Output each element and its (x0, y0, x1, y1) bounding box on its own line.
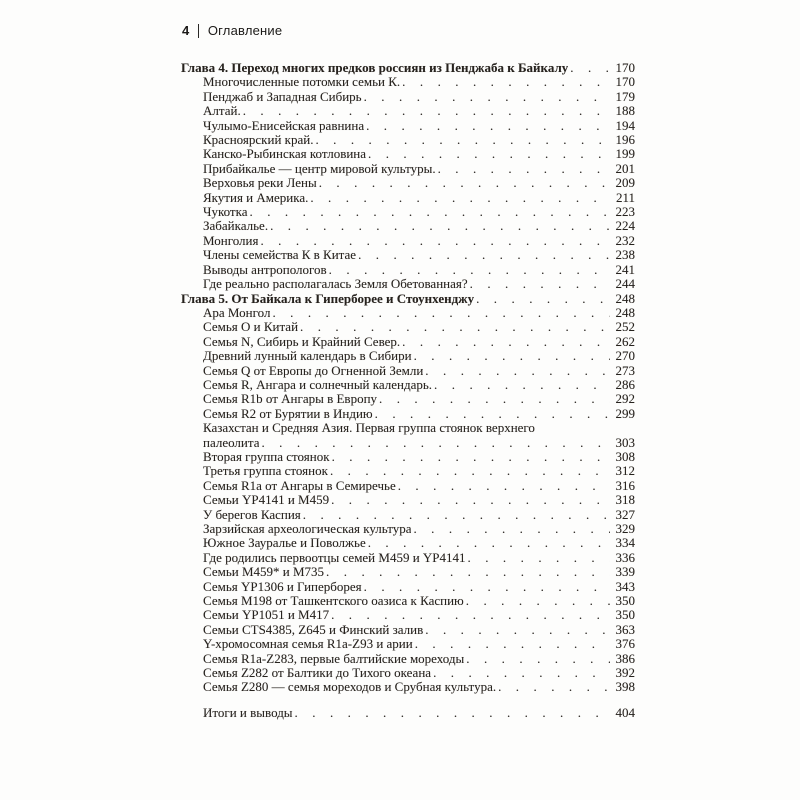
dot-leader (423, 364, 610, 378)
toc-entry-page-number: 343 (615, 578, 635, 594)
dot-leader (330, 450, 610, 464)
dot-leader (431, 666, 610, 680)
dot-leader (413, 637, 610, 651)
toc-entry-page-number: 327 (615, 506, 635, 522)
toc-entry-title: Выводы антропологов (203, 262, 327, 277)
toc-entry-title: Пенджаб и Западная Сибирь (203, 89, 362, 104)
toc-entry-title: палеолита (203, 435, 260, 450)
toc-entry-title: Семья N, Сибирь и Крайний Север. (203, 334, 401, 349)
toc-entry-title: Красноярский край. (203, 133, 314, 148)
header-divider-bar (198, 24, 199, 38)
toc-entry-title: Древний лунный календарь в Сибири (203, 349, 412, 364)
dot-leader (400, 335, 610, 349)
toc-entry (181, 335, 635, 349)
dot-leader (313, 133, 610, 147)
toc-entry (181, 234, 635, 248)
dot-leader (411, 522, 610, 536)
toc-entry-page-number: 312 (615, 463, 635, 479)
toc-entry (181, 436, 635, 450)
toc-entry (181, 277, 635, 291)
toc-entry-title: Чукотка (203, 205, 248, 220)
dot-leader (412, 349, 610, 363)
dot-leader (328, 464, 610, 478)
toc-entry (181, 565, 635, 579)
dot-leader (248, 205, 610, 219)
toc-entry-page-number: 376 (615, 636, 635, 652)
toc-entry-title: Алтай. (203, 104, 241, 119)
toc-entry-page-number: 398 (615, 679, 635, 695)
toc-entry (181, 493, 635, 507)
toc-entry (181, 104, 635, 118)
toc-entry-page-number: 170 (615, 60, 635, 75)
toc-entry (181, 392, 635, 406)
toc-entry (181, 637, 635, 651)
toc-entry-page-number: 188 (615, 103, 635, 119)
toc-entry-page-number: 363 (615, 621, 635, 637)
toc-entry-title: Семья О и Китай (203, 320, 299, 335)
toc-entry-title: Семьи М459* и М735 (203, 565, 325, 580)
dot-leader (396, 479, 610, 493)
dot-leader (356, 248, 610, 262)
toc-entry-page-number: 339 (615, 564, 635, 580)
toc-entry-page-number: 299 (615, 405, 635, 421)
toc-entry-page-number: 303 (615, 434, 635, 450)
toc-entry (181, 219, 635, 233)
toc-entry (181, 133, 635, 147)
toc-entry (181, 191, 635, 205)
toc-entry-title: Семья М198 от Ташкентского оазиса к Каспию (203, 594, 464, 609)
toc-entry-page-number: 248 (615, 290, 635, 306)
toc-entry-title: Y-хромосомная семья R1a-Z93 и арии (203, 637, 413, 652)
toc-entry-page-number: 241 (615, 261, 635, 277)
toc-entry-title: Многочисленные потомки семьи К. (203, 75, 401, 90)
toc-entry (181, 119, 635, 133)
toc-entry (181, 464, 635, 478)
toc-entry-page-number: 170 (615, 74, 635, 90)
toc-entry-title: Семья R1a от Ангары в Семиречье (203, 478, 396, 493)
toc-entry (181, 147, 635, 161)
toc-entry-page-number: 232 (615, 232, 635, 248)
toc-entry (181, 90, 635, 104)
toc-entry-title: У берегов Каспия (203, 507, 301, 522)
dot-leader (364, 119, 610, 133)
dot-leader (324, 565, 610, 579)
toc-entry-title: Ара Монгол (203, 305, 271, 320)
toc-entry-title: Семья R1a-Z283, первые балтийские мореходы (203, 651, 465, 666)
toc-entry-title: Семья YP1306 и Гиперборея (203, 579, 362, 594)
toc-entry (181, 450, 635, 464)
toc-entry-page-number: 273 (615, 362, 635, 378)
toc-entry (181, 623, 635, 637)
toc-entry-title: Семья Z282 от Балтики до Тихого океана (203, 666, 432, 681)
toc-entry-page-number: 194 (615, 117, 635, 133)
dot-leader (258, 234, 610, 248)
toc-entry-page-number: 262 (615, 333, 635, 349)
toc-entry-page-number: 350 (615, 593, 635, 609)
toc-entry (181, 364, 635, 378)
toc-chapter-entry (181, 61, 635, 75)
dot-leader (268, 219, 610, 233)
toc-entry-page-number: 244 (615, 276, 635, 292)
dot-leader (496, 680, 610, 694)
toc-entry-title: Верховья реки Лены (203, 176, 317, 191)
toc-entry-page-number: 199 (615, 146, 635, 162)
toc-entry-page-number: 270 (615, 348, 635, 364)
toc-entry (181, 706, 635, 720)
toc-entry-page-number: 211 (615, 189, 635, 205)
toc-entry-title: Семья R, Ангара и солнечный календарь. (203, 377, 433, 392)
toc-entry-page-number: 238 (615, 247, 635, 263)
toc-entry (181, 75, 635, 89)
toc-entry-page-number: 209 (615, 175, 635, 191)
dot-leader (400, 75, 610, 89)
toc-entry-title: Семья Q от Европы до Огненной Земли (203, 363, 424, 378)
toc-entry-title: Где реально располагалась Земля Обетованная? (203, 277, 468, 292)
toc-entry-page-number: 196 (615, 132, 635, 148)
toc-entry-page-number: 318 (615, 492, 635, 508)
toc-entry-title: Семьи YP1051 и М417 (203, 608, 330, 623)
toc-entry (181, 306, 635, 320)
toc-entry (181, 551, 635, 565)
dot-leader (241, 104, 610, 118)
toc-entry-title: Третья группа стоянок (203, 464, 328, 479)
dot-leader (301, 508, 610, 522)
toc-entry (181, 680, 635, 694)
toc-chapter-entry (181, 292, 635, 306)
dot-leader (466, 551, 610, 565)
toc-entry-title: Где родились первоотцы семей М459 и YP4141 (203, 550, 466, 565)
toc-entry-page-number: 334 (615, 535, 635, 551)
toc-entry-page-number: 350 (615, 607, 635, 623)
header-page-number: 4 (182, 23, 190, 38)
toc-entry-title: Забайкалье. (203, 219, 269, 234)
toc-entry-title: Чулымо-Енисейская равнина (203, 118, 365, 133)
toc-entry (181, 205, 635, 219)
toc-entry (181, 407, 635, 421)
toc-entry-page-number: 223 (615, 204, 635, 220)
toc-entry (181, 522, 635, 536)
toc-entry (181, 536, 635, 550)
dot-leader (464, 652, 610, 666)
dot-leader (464, 594, 610, 608)
page-header (182, 23, 282, 39)
toc-entry (181, 666, 635, 680)
toc-entry-page-number: 392 (615, 665, 635, 681)
toc-entry-title: Члены семейства К в Китае (203, 248, 357, 263)
dot-leader (270, 306, 610, 320)
toc-list (181, 61, 635, 720)
toc-entry (181, 594, 635, 608)
toc-entry-title: Семья R1b от Ангары в Европу (203, 392, 378, 407)
dot-leader (474, 292, 610, 306)
toc-entry (181, 479, 635, 493)
toc-entry-title: Семьи YP4141 и М459 (203, 493, 330, 508)
dot-leader (432, 378, 610, 392)
toc-entry-title: Зарзийская археологическая культура (203, 522, 412, 536)
toc-entry (181, 508, 635, 522)
toc-entry (181, 176, 635, 190)
toc-entry-page-number: 329 (615, 521, 635, 536)
toc-entry-title: Якутия и Америка. (203, 190, 309, 205)
dot-leader (468, 277, 610, 291)
toc-entry (181, 162, 635, 176)
toc-entry-page-number: 224 (615, 218, 635, 234)
dot-leader (436, 162, 610, 176)
toc-entry-title: Итоги и выводы (203, 705, 293, 720)
toc-entry (181, 378, 635, 392)
dot-leader (327, 263, 610, 277)
toc-entry-page-number: 252 (615, 319, 635, 335)
toc-entry (181, 652, 635, 666)
dot-leader (317, 176, 610, 190)
toc-entry-page-number: 286 (615, 376, 635, 392)
toc-entry (181, 608, 635, 622)
dot-leader (362, 90, 610, 104)
dot-leader (329, 608, 610, 622)
toc-entry-page-number: 336 (615, 549, 635, 565)
toc-entry-title: Вторая группа стоянок (203, 449, 330, 464)
dot-leader (362, 580, 610, 594)
dot-leader (568, 61, 610, 75)
toc-entry-page-number: 201 (615, 160, 635, 176)
toc-entry-page-number: 316 (615, 477, 635, 493)
dot-leader (366, 147, 610, 161)
toc-entry-page-number: 308 (615, 448, 635, 464)
dot-leader (373, 407, 610, 421)
header-running-title: Оглавление (207, 23, 283, 38)
toc-entry (181, 580, 635, 594)
dot-leader (377, 392, 610, 406)
toc-entry-title: Семья R2 от Бурятии в Индию (203, 406, 373, 421)
dot-leader (308, 191, 610, 205)
dot-leader (329, 493, 610, 507)
toc-entry-title: Южное Зауралье и Поволжье (203, 536, 366, 551)
toc-entry-title: Монголия (203, 233, 259, 248)
toc-entry (181, 421, 635, 435)
toc-entry-title: Прибайкалье — центр мировой культуры. (203, 161, 436, 176)
toc-entry-title: Семьи CTS4385, Z645 и Финский залив (203, 622, 424, 637)
toc-entry (181, 320, 635, 334)
toc-entry (181, 349, 635, 363)
toc-entry-title: Казахстан и Средняя Азия. Первая группа стоянок верхнего (203, 421, 535, 436)
toc-entry-page-number: 292 (615, 391, 635, 407)
toc-entry-title: Глава 5. От Байкала к Гиперборее и Стоунхенджу (181, 291, 475, 306)
toc-entry-page-number: 404 (615, 704, 635, 720)
toc-entry-title: Канско-Рыбинская котловина (203, 147, 367, 162)
toc-entry-title: Семья Z280 — семья мореходов и Срубная культура. (203, 680, 497, 695)
dot-leader (293, 706, 610, 720)
toc-entry (181, 263, 635, 277)
toc-entry-title: Глава 4. Переход многих предков россиян из Пенджаба к Байкалу (181, 61, 569, 75)
dot-leader (366, 536, 610, 550)
toc-entry-page-number: 179 (615, 88, 635, 104)
toc-entry-page-number: 386 (615, 650, 635, 666)
dot-leader (298, 320, 610, 334)
toc-entry (181, 248, 635, 262)
dot-leader (423, 623, 610, 637)
dot-leader (259, 436, 610, 450)
toc-entry-page-number: 248 (615, 304, 635, 320)
